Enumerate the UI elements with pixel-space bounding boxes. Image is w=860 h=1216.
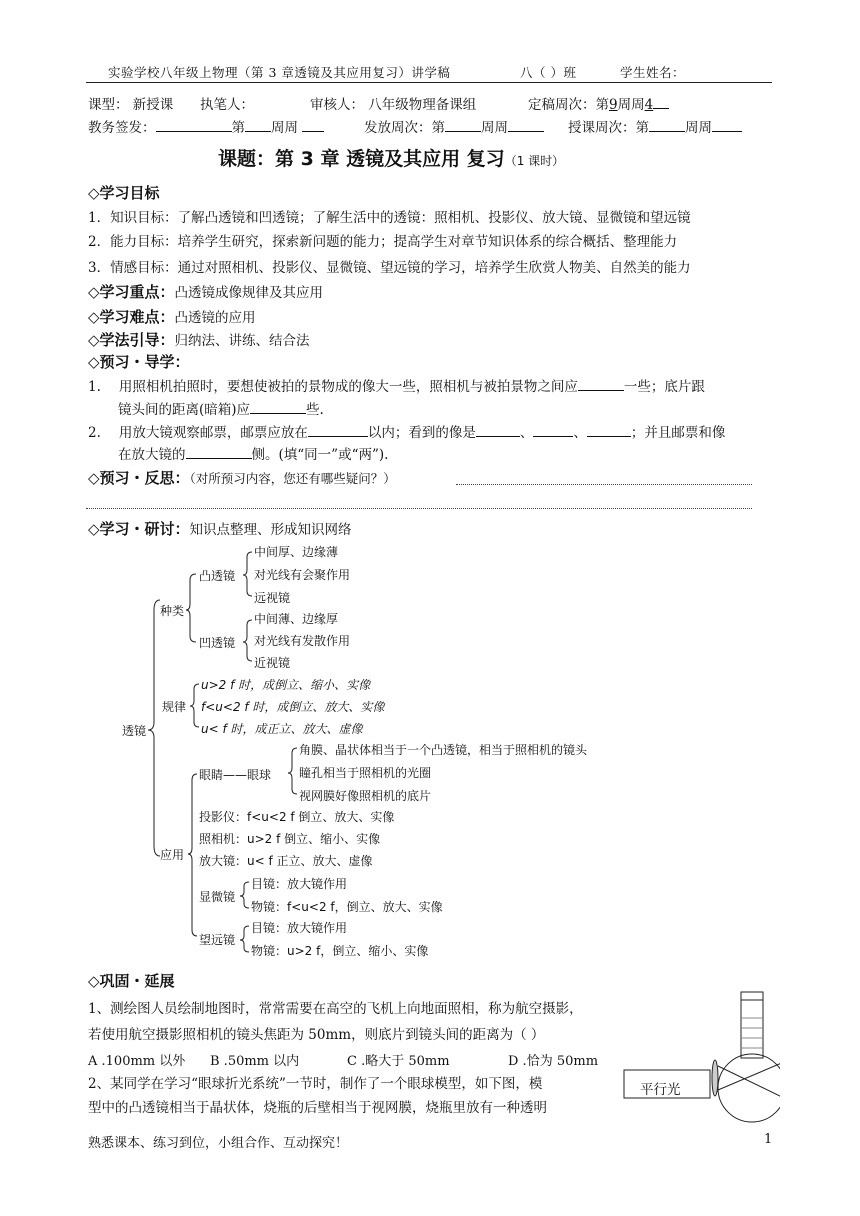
preview-q2-cont: 在放大镜的 侧。(填“同一”或“两”).: [118, 443, 388, 463]
meta-week-mid: 周周: [617, 97, 645, 113]
title-note: （1 课时）: [504, 154, 565, 168]
study: ◇学习・研讨：知识点整理、形成知识网络: [88, 520, 352, 538]
tree-concave-item: 近视镜: [254, 656, 291, 670]
extend-heading: ◇巩固・延展: [88, 972, 175, 990]
tree-convex-item: 远视镜: [254, 591, 291, 605]
meta-teach: 授课周次：第 周周: [568, 116, 742, 136]
preview-q1-cont: 镜头间的距离(暗箱)应 些.: [118, 398, 324, 418]
method: ◇学法引导：归纳法、讲练、结合法: [88, 331, 310, 349]
figure-label: 平行光: [640, 1082, 681, 1098]
tree-root: 透镜: [122, 724, 147, 738]
page-title: 课题：第 3 章 透镜及其应用 复习（1 课时）: [218, 148, 565, 170]
extend-option: A .100mm 以外: [88, 1054, 186, 1069]
tree-rule-item: f<u<2 f 时，成倒立、放大、实像: [201, 700, 385, 714]
meta-reviewer: 审核人： 八年级物理备课组: [310, 97, 477, 113]
meta-line2: 教务签发： 第 周周: [88, 116, 324, 136]
preview-q2: 2. 用放大镜观察邮票，邮票应放在 以内；看到的像是 、 、 ；并且邮票和像: [88, 421, 725, 441]
goal-item: 2．能力目标：培养学生研究，探索新问题的能力；提高学生对章节知识体系的综合概括、整理能力: [88, 234, 678, 250]
tree-magnifier: 放大镜：u< f 正立、放大、虚像: [199, 854, 373, 868]
tree-concave-item: 中间薄、边缘厚: [254, 612, 339, 626]
meta-issue: 发放周次：第 周周: [364, 116, 544, 136]
tree-app: 应用: [160, 848, 185, 862]
tree-rule: 规律: [162, 700, 187, 714]
tree-rule-item: u>2 f 时，成倒立、缩小、实像: [201, 678, 371, 692]
convex-lens: [712, 1060, 718, 1096]
tree-microscope: 显微镜: [199, 890, 236, 904]
header-title: 实验学校八年级上物理（第 3 章透镜及其应用复习）讲学稿: [108, 65, 451, 80]
tree-kind: 种类: [160, 604, 185, 618]
tree-telescope-item: 目镜：放大镜作用: [251, 921, 348, 935]
extend-option: B .50mm 以内: [210, 1054, 300, 1069]
tree-concave: 凹透镜: [199, 636, 236, 650]
tree-projector: 投影仪：f<u<2 f 倒立、放大、实像: [199, 810, 395, 824]
tree-concave-item: 对光线有发散作用: [254, 634, 351, 648]
tree-eye-item: 视网膜好像照相机的底片: [299, 789, 432, 803]
tree-convex: 凸透镜: [199, 569, 236, 583]
header-class: 八（ ）班: [520, 65, 577, 80]
reflect: ◇预习・反思：（对所预习内容，您还有哪些疑问？）: [88, 469, 396, 487]
goals-heading: ◇学习目标: [88, 184, 160, 202]
meta-week-value: 9: [609, 97, 618, 113]
footer-motto: 熟悉课本、练习到位，小组合作、互动探究！: [88, 1136, 349, 1151]
meta-sign: 教务签发：: [88, 120, 156, 136]
extend-option: D .恰为 50mm: [508, 1054, 599, 1069]
tree-microscope-item: 物镜：f<u<2 f，倒立、放大、实像: [251, 900, 443, 914]
tree-convex-item: 对光线有会聚作用: [254, 568, 351, 582]
extend-q1-cont: 若使用航空摄影照相机的镜头焦距为 50mm，则底片到镜头间的距离为（ ）: [88, 1027, 545, 1043]
page-number: 1: [764, 1132, 773, 1147]
preview-heading: ◇预习・导学：: [88, 353, 190, 371]
flask-body: [718, 1054, 780, 1122]
header-student: 学生姓名：: [620, 65, 686, 80]
tree-camera: 照相机：u>2 f 倒立、缩小、实像: [199, 832, 381, 846]
extend-q2-cont: 型中的凸透镜相当于晶状体，烧瓶的后壁相当于视网膜，烧瓶里放有一种透明: [88, 1100, 547, 1116]
goal-item: 1．知识目标：了解凸透镜和凹透镜；了解生活中的透镜：照相机、投影仪、放大镜、显微镜和望远镜: [88, 210, 691, 226]
difficulty: ◇学习难点：凸透镜的应用: [88, 308, 256, 326]
extend-q1: 1、测绘图人员绘制地图时，常常需要在高空的飞机上向地面照相，称为航空摄影，: [88, 1001, 583, 1017]
eye-model-figure: [610, 990, 780, 1130]
goal-item: 3．情感目标：通过对照相机、投影仪、显微镜、望远镜的学习，培养学生欣赏人物美、自然美的能力: [88, 260, 691, 276]
extend-option: C .略大于 50mm: [347, 1054, 450, 1069]
meta-author: 执笔人：: [200, 97, 254, 113]
preview-q1: 1. 用照相机拍照时，要想使被拍的景物成的像大一些，照相机与被拍景物之间应 一些；底片跟: [88, 375, 705, 395]
key-point: ◇学习重点：凸透镜成像规律及其应用: [88, 283, 324, 301]
tree-rule-item: u< f 时，成正立、放大、虚像: [201, 722, 363, 736]
tree-convex-item: 中间厚、边缘薄: [254, 545, 339, 559]
extend-q2: 2、某同学在学习“眼球折光系统”一节时，制作了一个眼球模型，如下图，模: [88, 1076, 543, 1092]
tree-eye: 眼睛——眼球: [199, 768, 272, 782]
tree-microscope-item: 目镜：放大镜作用: [251, 877, 348, 891]
tree-telescope: 望远镜: [199, 933, 236, 947]
tree-eye-item: 瞳孔相当于照相机的光圈: [299, 766, 432, 780]
meta-week-label: 定稿周次：第: [528, 97, 609, 113]
meta-week-day: 4: [644, 97, 654, 113]
tree-telescope-item: 物镜：u>2 f，倒立、缩小、实像: [251, 944, 429, 958]
tree-eye-item: 角膜、晶状体相当于一个凸透镜，相当于照相机的镜头: [299, 743, 588, 757]
meta-type: 课型： 新授课: [88, 97, 174, 113]
